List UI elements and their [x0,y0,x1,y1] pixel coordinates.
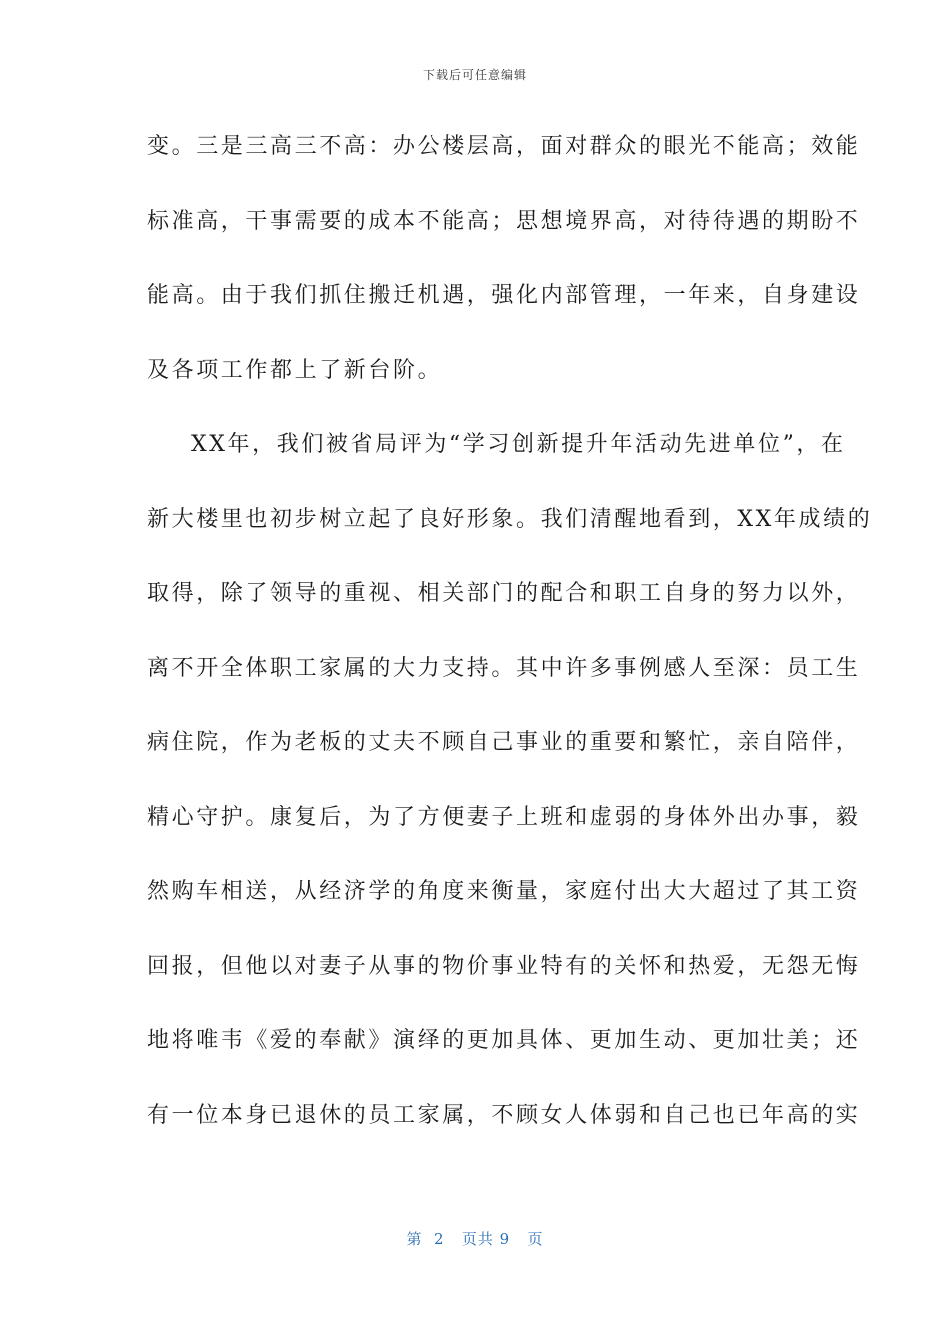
text-line: 标准高，干事需要的成本不能高；思想境界高，对待待遇的期盼不 [147,208,861,234]
page-number-footer: 第 2 页共 9 页 [406,1230,544,1248]
text-line: 取得，除了领导的重视、相关部门的配合和职工自身的努力以外， [147,581,861,606]
text-line: 回报，但他以对妻子从事的物价事业特有的关怀和热爱，无怨无悔 [147,953,861,979]
text-line: 精心守护。康复后，为了方便妻子上班和虚弱的身体外出办事，毅 [147,804,861,830]
text-line: 有一位本身已退休的员工家属，不顾女人体弱和自己也已年高的实 [147,1102,861,1128]
text-line: 及各项工作都上了新台阶。 [147,357,443,383]
text-line: 离不开全体职工家属的大力支持。其中许多事例感人至深：员工生 [147,655,861,681]
text-line: 能高。由于我们抓住搬迁机遇，强化内部管理，一年来，自身建设 [147,283,861,308]
text-line: 地将唯韦《爱的奉献》演绎的更加具体、更加生动、更加壮美；还 [147,1028,861,1053]
paragraph-first-line: XX年，我们被省局评为“学习创新提升年活动先进单位”，在 [191,432,846,457]
document-body [147,115,873,1158]
text-line: 然购车相送，从经济学的角度来衡量，家庭付出大大超过了其工资 [147,879,861,904]
text-line: 新大楼里也初步树立起了良好形象。我们清醒地看到，XX年成绩的 [147,506,873,532]
text-line: 病住院，作为老板的丈夫不顾自己事业的重要和繁忙，亲自陪伴， [147,730,861,755]
text-line: 变。三是三高三不高：办公楼层高，面对群众的眼光不能高；效能 [147,134,861,159]
page-header: 下载后可任意编辑 [422,68,527,82]
